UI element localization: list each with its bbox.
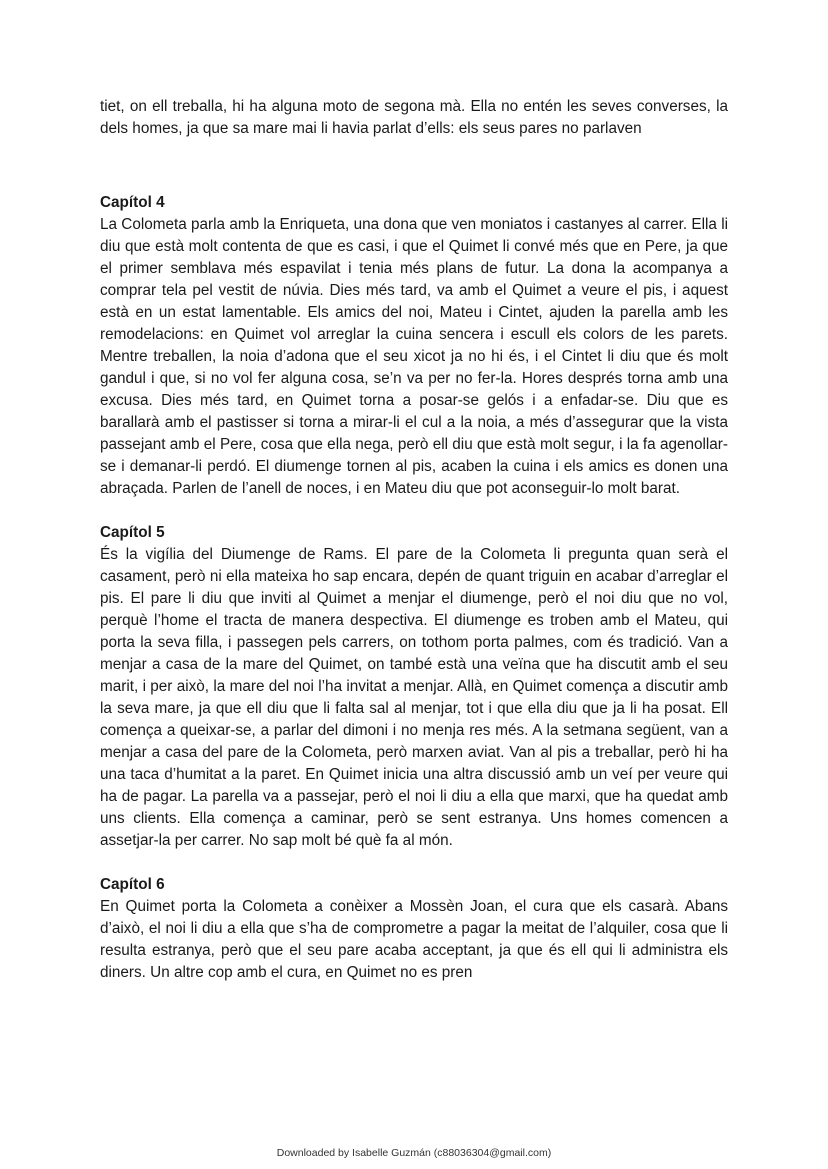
chapter-5-section [100, 522, 728, 852]
chapter-5-paragraph: És la vigília del Diumenge de Rams. El pare de la Colometa li pregunta quan serà el casament, però ni ella mateixa ho sap encara, depén de quant triguin en acabar d’arreglar el pis. El pare li diu que inviti al Quimet a menjar el diumenge, però el noi diu que no vol, perquè l’home el tracta de manera despectiva. El diumenge es troben amb el Mateu, qui porta la seva filla, i passegen pels carrers, on tothom porta palmes, com és tradició. Van a menjar a casa de la mare del Quimet, on també està una veïna que ha discutit amb el seu marit, i per això, la mare del noi l’ha invitat a menjar. Allà, en Quimet comença a discutir amb la seva mare, ja que ell diu que li falta sal al menjar, tot i que ella diu que ja li ha posat. Ell comença a queixar-se, a parlar del dimoni i no menja res més. A la setmana següent, van a menjar a casa del pare de la Colometa, però marxen aviat. Van al pis a treballar, però hi ha una taca d’humitat a la paret. En Quimet inicia una altra discussió amb un veí per veure qui ha de pagar. La parella va a passejar, però el noi li diu a ella que marxi, que ha quedat amb uns clients. Ella comença a caminar, però se sent estranya. Uns homes comencen a assetjar-la per carrer. No sap molt bé què fa al món. [100, 546, 728, 849]
document-page [100, 96, 728, 1006]
chapter-6-paragraph: En Quimet porta la Colometa a conèixer a Mossèn Joan, el cura que els casarà. Abans d’això, el noi li diu a ella que s’ha de comprometre a pagar la meitat de l’alquiler, cosa que li resulta estranya, però que el seu pare acaba acceptant, ja que és ell qui li administra els diners. Un altre cop amb el cura, en Quimet no es pren [100, 898, 728, 981]
chapter-4-paragraph: La Colometa parla amb la Enriqueta, una dona que ven moniatos i castanyes al carrer. Ella li diu que està molt contenta de que es casi, i que el Quimet li convé més que en Pere, ja que el primer semblava més espavilat i tenia més plans de futur. La dona la acompanya a comprar tela pel vestit de núvia. Dies més tard, va amb el Quimet a veure el pis, i aquest està en un estat lamentable. Els amics del noi, Mateu i Cintet, ajuden la parella amb les remodelacions: en Quimet vol arreglar la cuina sencera i escull els colors de les parets. Mentre treballen, la noia d’adona que el seu xicot ja no hi és, i el Cintet li diu que és molt gandul i que, si no vol fer alguna cosa, se’n va per no fer-la. Hores després torna amb una excusa. Dies més tard, en Quimet torna a posar-se gelós i a enfadar-se. Diu que es barallarà amb el pastisser si torna a mirar-li el cul a la noia, a més d’assegurar que la vista passejant amb el Pere, cosa que ella nega, però ell diu que està molt segur, i la fa agenollar-se i demanar-li perdó. El diumenge tornen al pis, acaben la cuina i els amics es donen una abraçada. Parlen de l’anell de noces, i en Mateu diu que pot aconseguir-lo molt barat. [100, 216, 728, 497]
chapter-6-heading: Capítol 6 [100, 876, 165, 893]
chapter-6-section [100, 874, 728, 984]
chapter-4-heading: Capítol 4 [100, 194, 165, 211]
intro-paragraph: tiet, on ell treballa, hi ha alguna moto de segona mà. Ella no entén les seves converses, la dels homes, ja que sa mare mai li havia parlat d’ells: els seus pares no parlaven [100, 98, 728, 137]
download-footer: Downloaded by Isabelle Guzmán (c88036304@gmail.com) [276, 1147, 552, 1159]
chapter-5-heading: Capítol 5 [100, 524, 165, 541]
chapter-4-section [100, 192, 728, 500]
